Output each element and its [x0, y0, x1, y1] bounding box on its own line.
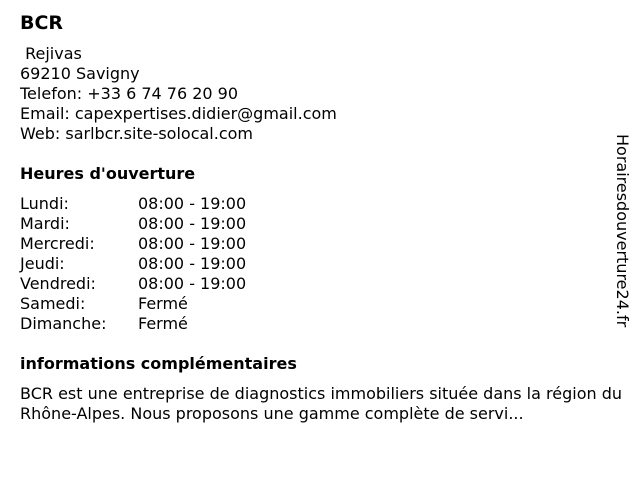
hours-time: 08:00 - 19:00: [138, 214, 247, 233]
hours-row: [20, 194, 246, 214]
hours-day: Jeudi:: [20, 254, 65, 273]
email-line: Email: capexpertises.didier@gmail.com: [20, 104, 337, 123]
hours-row: [20, 214, 246, 234]
site-watermark: Horairesdouverture24.fr: [613, 134, 632, 328]
street-address: Rejivas: [20, 44, 82, 63]
hours-time: Fermé: [138, 314, 188, 333]
hours-time: 08:00 - 19:00: [138, 194, 247, 213]
hours-day: Lundi:: [20, 194, 69, 213]
hours-table: [20, 194, 246, 334]
hours-row: [20, 254, 246, 274]
hours-heading: Heures d'ouverture: [20, 164, 196, 183]
hours-day: Dimanche:: [20, 314, 107, 333]
hours-time: 08:00 - 19:00: [138, 254, 247, 273]
hours-row: [20, 314, 246, 334]
hours-day: Samedi:: [20, 294, 86, 313]
hours-time: 08:00 - 19:00: [138, 234, 247, 253]
hours-row: [20, 234, 246, 254]
web-line: Web: sarlbcr.site-solocal.com: [20, 124, 254, 143]
business-name: BCR: [20, 12, 64, 34]
phone-line: Telefon: +33 6 74 76 20 90: [20, 84, 239, 103]
hours-time: 08:00 - 19:00: [138, 274, 247, 293]
hours-day: Mardi:: [20, 214, 70, 233]
info-description: BCR est une entreprise de diagnostics immobiliers située dans la région du Rhône-Alpes. Nous proposons une gamme complète de servi...: [20, 384, 622, 423]
info-heading: informations complémentaires: [20, 354, 297, 373]
hours-row: [20, 274, 246, 294]
hours-day: Vendredi:: [20, 274, 96, 293]
hours-row: [20, 294, 246, 314]
hours-day: Mercredi:: [20, 234, 95, 253]
contact-block: [20, 44, 337, 144]
city-line: 69210 Savigny: [20, 64, 140, 83]
hours-time: Fermé: [138, 294, 188, 313]
